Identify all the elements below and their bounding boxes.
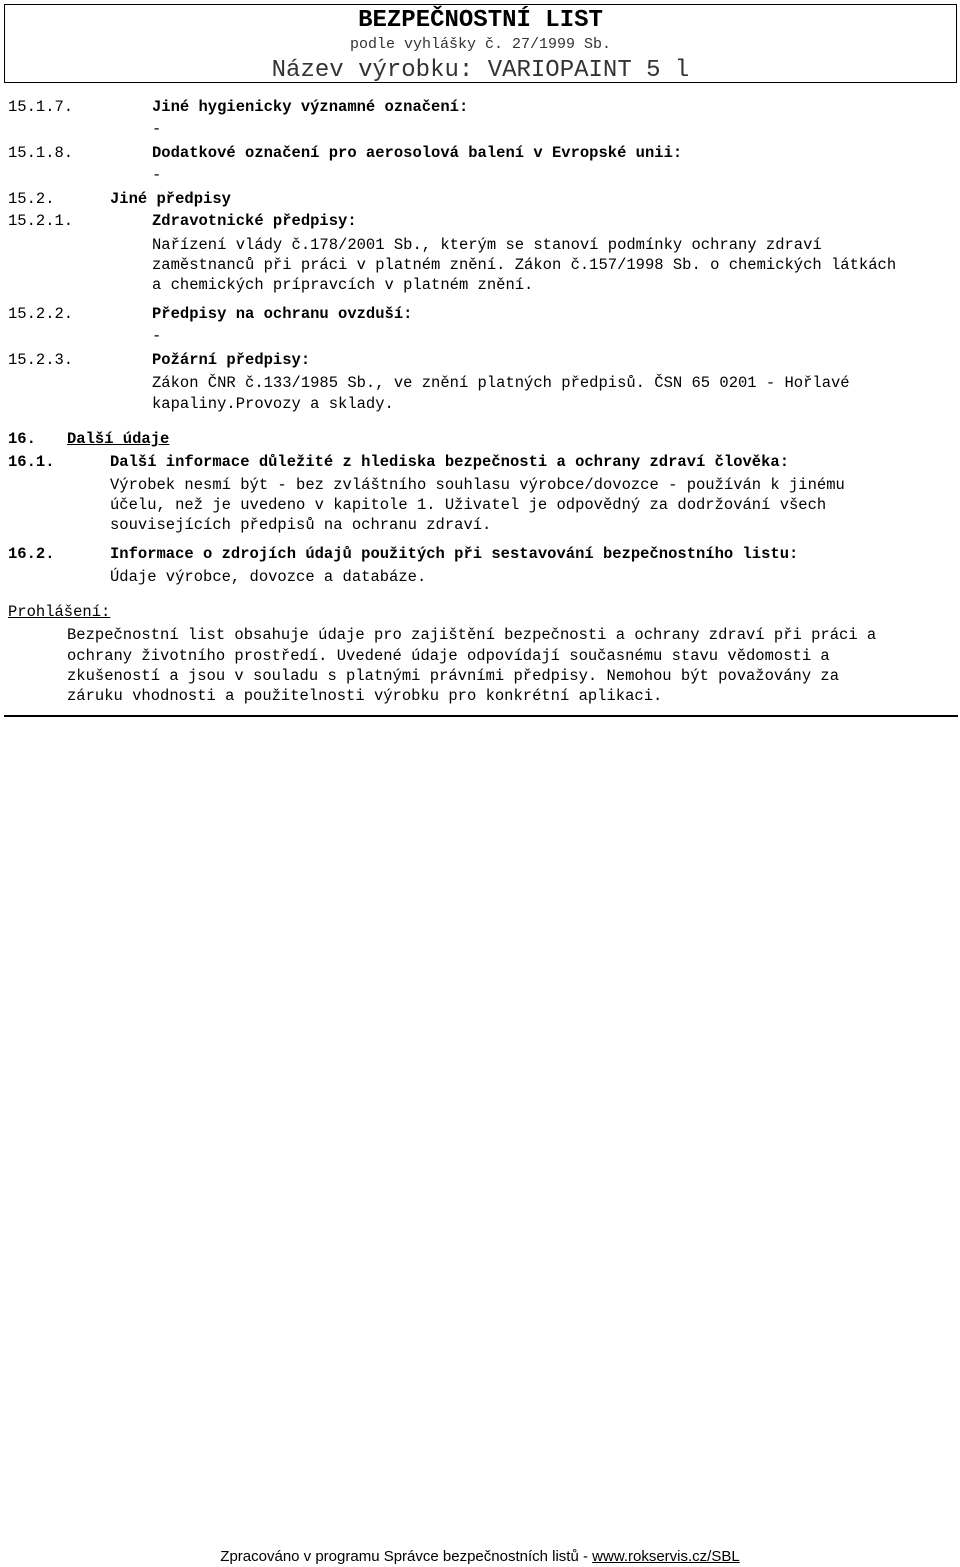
section-16-1-text-line: souvisejících předpisů na ochranu zdraví.	[110, 516, 492, 534]
product-name: Název výrobku: VARIOPAINT 5 l	[271, 57, 690, 84]
section-15-1-8-number: 15.1.8.	[8, 144, 74, 162]
section-15-2-3-number: 15.2.3.	[8, 351, 74, 369]
section-15-2-3-text-line: kapaliny.Provozy a sklady.	[152, 395, 394, 413]
declaration-text-line: zkušeností a jsou v souladu s platnými právními předpisy. Nemohou být považovány za	[67, 667, 840, 685]
declaration-text-line: Bezpečnostní list obsahuje údaje pro zajištění bezpečnosti a ochrany zdraví při práci a	[67, 626, 877, 644]
section-16-heading: Další údaje	[67, 430, 170, 448]
section-15-2-1-text-line: Nařízení vlády č.178/2001 Sb., kterým se stanoví podmínky ochrany zdraví	[152, 236, 822, 254]
section-16-2-text-line: Údaje výrobce, dovozce a databáze.	[110, 568, 427, 586]
section-15-2-2-label: Předpisy na ochranu ovzduší:	[152, 305, 413, 323]
declaration-text-line: ochrany životního prostředí. Uvedené údaje odpovídají současnému stavu vědomosti a	[67, 647, 830, 665]
section-15-1-7-value: -	[152, 120, 162, 138]
section-16-number: 16.	[8, 430, 36, 448]
footer-text: Zpracováno v programu Správce bezpečnostních listů -	[220, 1548, 593, 1565]
section-15-2-number: 15.2.	[8, 190, 55, 208]
section-15-2-1-text-line: zaměstnanců při práci v platném znění. Zákon č.157/1998 Sb. o chemických látkách	[152, 256, 897, 274]
section-15-1-8-value: -	[152, 166, 162, 184]
document-subtitle: podle vyhlášky č. 27/1999 Sb.	[349, 36, 612, 53]
footer-link[interactable]: www.rokservis.cz/SBL	[592, 1548, 740, 1565]
declaration-label: Prohlášení:	[8, 603, 111, 621]
section-15-1-7-number: 15.1.7.	[8, 98, 74, 116]
section-15-2-3-label: Požární předpisy:	[152, 351, 311, 369]
section-15-2-1-label: Zdravotnické předpisy:	[152, 212, 357, 230]
document-header	[4, 4, 957, 83]
section-16-1-number: 16.1.	[8, 453, 55, 471]
section-15-2-1-number: 15.2.1.	[8, 212, 74, 230]
section-15-2-label: Jiné předpisy	[110, 190, 231, 208]
section-divider	[4, 715, 958, 717]
section-16-1-text-line: Výrobek nesmí být - bez zvláštního souhlasu výrobce/dovozce - používán k jinému	[110, 476, 845, 494]
document-title: BEZPEČNOSTNÍ LIST	[358, 7, 603, 34]
section-16-2-label: Informace o zdrojích údajů použitých při sestavování bezpečnostního listu:	[110, 545, 799, 563]
section-16-1-text-line: účelu, než je uvedeno v kapitole 1. Uživatel je odpovědný za dodržování všech	[110, 496, 827, 514]
page-footer	[0, 1548, 960, 1566]
section-16-1-label: Další informace důležité z hlediska bezpečnosti a ochrany zdraví člověka:	[110, 453, 790, 471]
section-15-1-7-label: Jiné hygienicky významné označení:	[152, 98, 469, 116]
section-15-2-3-text-line: Zákon ČNR č.133/1985 Sb., ve znění platných předpisů. ČSN 65 0201 - Hořlavé	[152, 374, 850, 392]
section-15-2-1-text-line: a chemických prípravcích v platném znění.	[152, 276, 534, 294]
section-15-2-2-number: 15.2.2.	[8, 305, 74, 323]
declaration-text-line: záruku vhodnosti a použitelnosti výrobku pro konkrétní aplikaci.	[67, 687, 663, 705]
section-15-2-2-value: -	[152, 327, 162, 345]
section-16-2-number: 16.2.	[8, 545, 55, 563]
section-15-1-8-label: Dodatkové označení pro aerosolová balení v Evropské unii:	[152, 144, 683, 162]
